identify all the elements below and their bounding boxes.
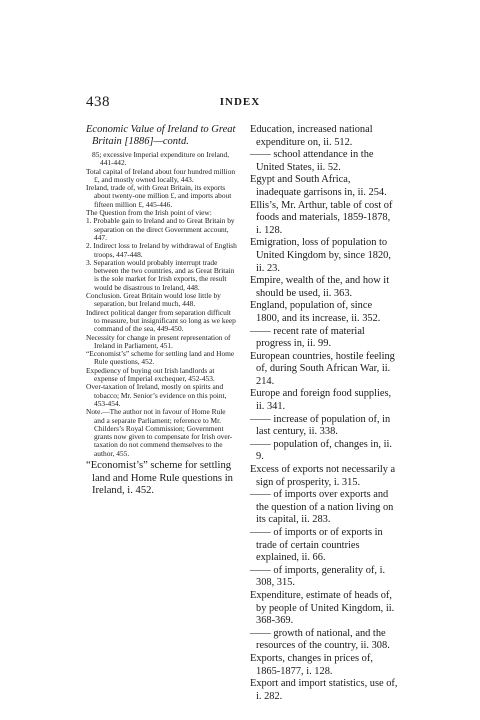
index-entry: —— of imports or of exports in trade of certain countries explained, ii. 66. (250, 527, 383, 564)
index-entry: The Question from the Irish point of view: (86, 208, 212, 218)
index-entry: Conclusion. Great Britain would lose little by separation, but Ireland much, 448. (86, 291, 221, 309)
index-entry: —— increase of population of, in last century, ii. 338. (250, 413, 391, 438)
index-entry: Excess of exports not necessarily a sign of prosperity, i. 315. (250, 464, 396, 488)
index-entry: —— of imports over exports and the question of a nation living on its capital, ii. 283. (250, 489, 394, 526)
index-entry: Emigration, loss of population to United Kingdom by, since 1820, ii. 23. (250, 237, 391, 274)
index-entry: Education, increased national expenditure on, ii. 512. (250, 124, 373, 148)
right-entry-list (250, 124, 398, 703)
page-header (86, 94, 394, 110)
right-column (250, 124, 398, 703)
index-entry: 3. Separation would probably interrupt trade between the two countries, and as Great Britain is the sole market for Irish exports, the result would be disastrous to Ireland, 448. (86, 257, 235, 292)
index-entry: Necessity for change in present representation of Ireland in Parliament, 451. (86, 332, 231, 350)
index-entry: 85; excessive Imperial expenditure on Ireland, 441-442. (92, 150, 230, 168)
index-entry: “Economist’s” scheme for settling land and Home Rule questions, 452. (86, 349, 235, 367)
running-head: INDEX (219, 96, 261, 108)
left-column-heading: Economic Value of Ireland to Great Britain [1886]—contd. (86, 124, 236, 147)
index-entry: —— school attendance in the United States, ii. 52. (250, 149, 374, 173)
index-entry: —— population of, changes in, ii. 9. (250, 438, 392, 463)
index-entry: Indirect political danger from separation difficult to measure, but insignificant so long as we keep command of the sea, 449-450. (86, 307, 236, 334)
index-entry: Ireland, trade of, with Great Britain, its exports about twenty-one million £, and imports about fifteen million £, 445-446. (86, 183, 232, 209)
index-entry: England, population of, since 1800, and its increase, ii. 352. (250, 300, 381, 324)
index-entry: Empire, wealth of the, and how it should be used, ii. 363. (250, 275, 390, 299)
index-entry: Expediency of buying out Irish landlords at expense of Imperial exchequer, 452-453. (86, 365, 215, 384)
left-entry-list (86, 151, 238, 498)
index-entry: —— recent rate of material progress in, ii. 99. (250, 325, 365, 350)
index-entry: Expenditure, estimate of heads of, by people of United Kingdom, ii. 368-369. (250, 589, 395, 627)
page-number: 438 (86, 94, 110, 110)
index-entry: Exports, changes in prices of, 1865-1877, i. 128. (250, 652, 373, 677)
index-entry: 1. Probable gain to Ireland and to Great Britain by separation on the direct Government account, 447. (86, 216, 235, 242)
index-entry: —— growth of national, and the resources of the country, ii. 308. (250, 627, 390, 652)
index-entry: Export and import statistics, use of, i. 282. (250, 678, 398, 702)
index-entry: —— of imports, generality of, i. 308, 315. (250, 564, 386, 589)
index-entry: Total capital of Ireland about four hundred million £, and mostly owned locally, 443. (86, 166, 236, 184)
index-entry: 2. Indirect loss to Ireland by withdrawal of English troops, 447-448. (86, 241, 237, 259)
index-entry: Over-taxation of Ireland, mostly on spirits and tobacco; Mr. Senior’s evidence on this point, 453-454. (86, 382, 227, 408)
index-entry: European countries, hostile feeling of, during South African War, ii. 214. (250, 350, 395, 387)
index-entry: Egypt and South Africa, inadequate garrisons in, ii. 254. (250, 174, 387, 198)
index-entry: Note.—The author not in favour of Home Rule and a separate Parliament; reference to Mr. Childers’s Royal Commission; Government grants now given to compensate for Irish over-taxation do not commend themselves to the author, 455. (86, 407, 233, 458)
index-entry: “Economist’s” scheme for settling land and Home Rule questions in Ireland, i. 452. (86, 459, 233, 497)
index-entry: Europe and foreign food supplies, ii. 341. (250, 388, 392, 413)
index-entry: Ellis’s, Mr. Arthur, table of cost of foods and materials, 1859-1878, i. 128. (250, 199, 393, 236)
left-column (86, 124, 238, 498)
